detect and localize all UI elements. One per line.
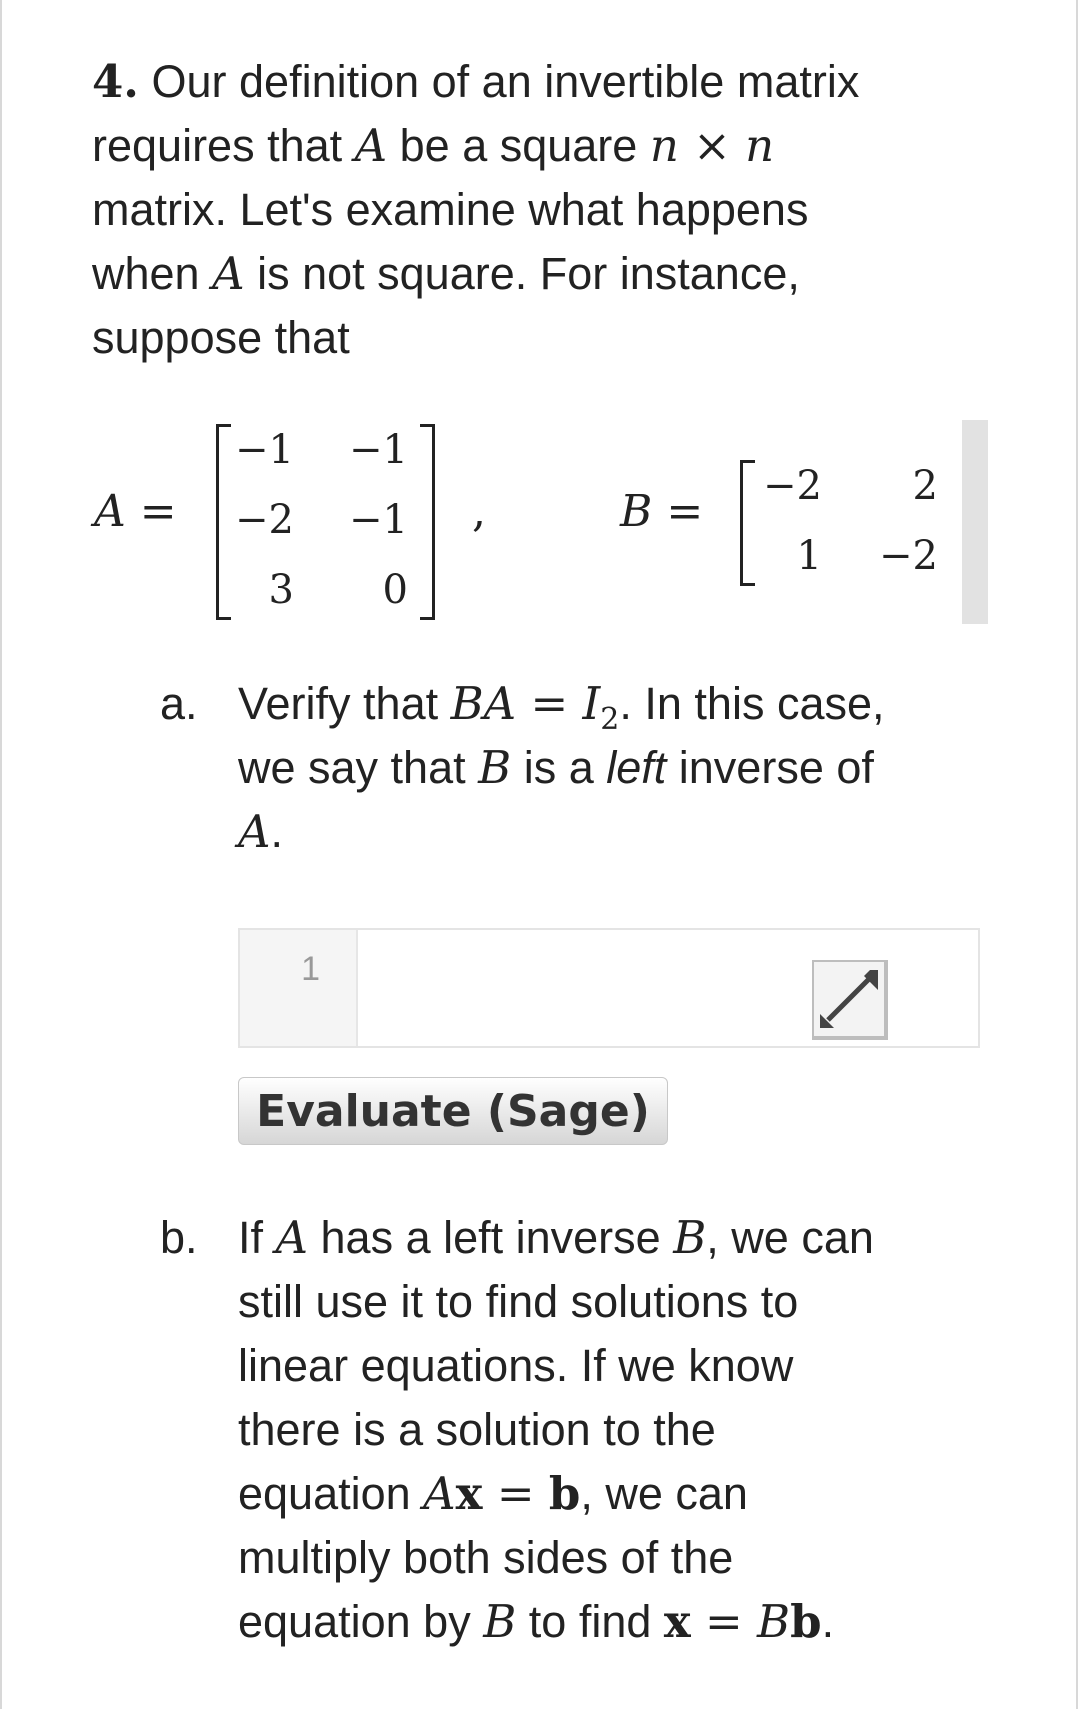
part-a-label: a.	[160, 678, 198, 729]
math-n: n	[745, 119, 775, 172]
matrix-a-cell: −1	[349, 427, 408, 473]
math-ba: BA	[450, 677, 517, 730]
text-span: be a square	[387, 120, 650, 171]
math-a: A	[275, 1211, 309, 1264]
text-span: equation by	[238, 1596, 484, 1647]
problem-line-2	[92, 114, 774, 178]
math-i: I	[582, 677, 601, 730]
text-span: is not square. For instance,	[244, 248, 800, 299]
math-var-a: A	[212, 247, 245, 300]
math-a: A	[238, 805, 271, 858]
part-b-line-4: there is a solution to the	[238, 1404, 716, 1455]
text-span: .	[270, 806, 284, 857]
problem-line-3: matrix. Let's examine what happens	[92, 184, 809, 235]
math-b: B	[478, 741, 512, 794]
expand-editor-button[interactable]	[812, 960, 888, 1040]
problem-line-5: suppose that	[92, 312, 350, 363]
line-number: 1	[301, 950, 320, 988]
matrix-a-cell: −1	[349, 497, 408, 543]
matrix-a-cell: −1	[235, 427, 294, 473]
matrix-a-cell: 0	[382, 567, 408, 613]
line-gutter	[240, 930, 358, 1046]
horizontal-scroll-edge[interactable]	[962, 420, 988, 624]
math-equals: =	[690, 1595, 758, 1648]
part-b-line-2: still use it to find solutions to	[238, 1276, 799, 1327]
text-span: equation	[238, 1468, 424, 1519]
math-x: x	[663, 1595, 691, 1648]
problem-text: Our definition of an invertible matrix	[151, 56, 860, 107]
problem-line-4	[92, 242, 800, 306]
part-b-label: b.	[160, 1212, 198, 1263]
math-x: x	[455, 1467, 483, 1520]
matrix-a-right-bracket	[420, 424, 435, 620]
text-span: Verify that	[238, 678, 451, 729]
part-a-line-2	[238, 736, 874, 800]
matrix-b-cell: −2	[763, 463, 822, 509]
matrix-b-cell: 1	[796, 533, 822, 579]
text-span: , we can	[706, 1212, 874, 1263]
evaluate-sage-button[interactable]: Evaluate (Sage)	[238, 1077, 668, 1145]
part-b-line-1	[238, 1206, 874, 1270]
sage-code-cell	[238, 928, 980, 1048]
part-b-line-6: multiply both sides of the	[238, 1532, 734, 1583]
math-equals: =	[516, 677, 583, 730]
math-b: B	[483, 1595, 517, 1648]
text-span: , we can	[580, 1468, 748, 1519]
matrix-b-cell: 2	[912, 463, 938, 509]
math-a: A	[423, 1467, 456, 1520]
math-b-vector: b	[790, 1595, 822, 1648]
part-b-line-5	[238, 1462, 748, 1526]
text-span: when	[92, 248, 213, 299]
text-span: requires that	[92, 120, 355, 171]
text-span: is a	[511, 742, 607, 793]
problem-number: 4.	[92, 55, 139, 108]
matrix-b-label: B =	[620, 486, 704, 537]
math-var-a: A	[354, 119, 388, 172]
matrix-display	[92, 420, 992, 630]
math-b: B	[757, 1595, 791, 1648]
math-b: B	[673, 1211, 707, 1264]
math-b-vector: b	[548, 1467, 581, 1520]
math-n: n	[649, 119, 679, 172]
text-span: inverse of	[666, 742, 874, 793]
text-span: we say that	[238, 742, 479, 793]
math-subscript: 2	[600, 702, 620, 737]
text-span: .	[821, 1596, 835, 1647]
matrix-a-label: A =	[94, 486, 177, 537]
times-symbol: ×	[693, 119, 731, 172]
text-span: . In this case,	[619, 678, 885, 729]
matrix-comma: ,	[472, 486, 486, 537]
text-span: If	[238, 1212, 276, 1263]
math-times	[679, 119, 745, 172]
part-a-line-3	[238, 800, 283, 864]
expand-arrows-icon	[814, 962, 884, 1036]
part-b-line-3: linear equations. If we know	[238, 1340, 794, 1391]
problem-line-1	[92, 50, 859, 114]
matrix-a-cell: 3	[268, 567, 294, 613]
math-equals: =	[482, 1467, 549, 1520]
matrix-b-cell: −2	[879, 533, 938, 579]
part-b-line-7	[238, 1590, 834, 1654]
emphasis-left: left	[606, 742, 667, 793]
text-span: has a left inverse	[308, 1212, 674, 1263]
text-span: to find	[516, 1596, 664, 1647]
matrix-a-cell: −2	[235, 497, 294, 543]
